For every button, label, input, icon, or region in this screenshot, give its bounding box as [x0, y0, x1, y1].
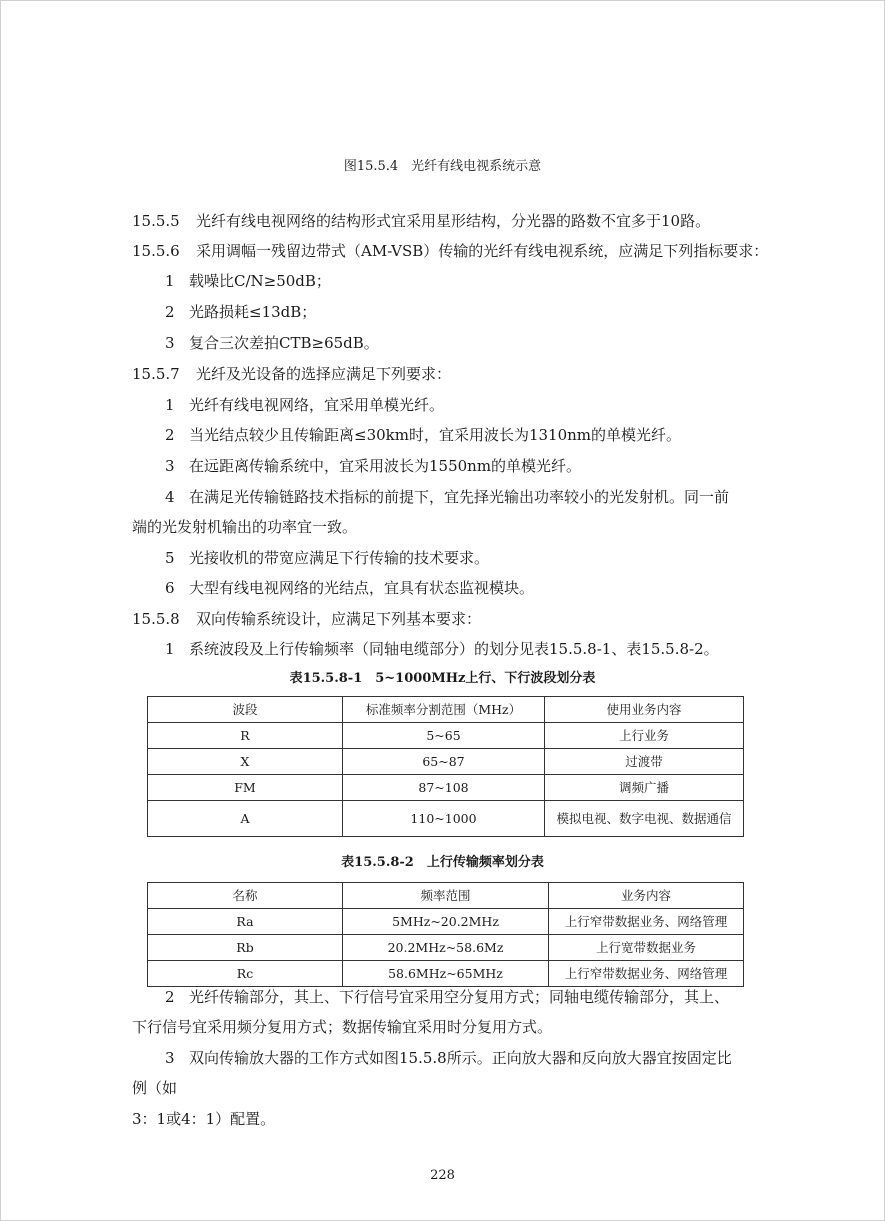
- table-cell: Ra: [148, 909, 343, 935]
- item-number: 2: [165, 303, 175, 321]
- section-number: 15.5.7: [132, 365, 180, 383]
- item-text: 系统波段及上行传输频率（同轴电缆部分）的划分见表15.5.8-1、表15.5.8-2。: [189, 640, 719, 658]
- table-cell: A: [148, 801, 343, 837]
- table-header-cell: 业务内容: [549, 883, 744, 909]
- table-cell: 模拟电视、数字电视、数据通信: [545, 801, 744, 837]
- table-row: [148, 801, 744, 837]
- table-cell: 5~65: [343, 723, 545, 749]
- item-text: 光纤传输部分，其上、下行信号宜采用空分复用方式；同轴电缆传输部分，其上、: [189, 988, 730, 1006]
- item-number: 2: [165, 988, 175, 1006]
- table-header-row: [148, 697, 744, 723]
- item-text: 载噪比C/N≥50dB；: [189, 272, 331, 290]
- list-item: [165, 271, 331, 291]
- item-text: 在远距离传输系统中，宜采用波长为1550nm的单模光纤。: [189, 457, 582, 475]
- item-text: 当光结点较少且传输距离≤30km时，宜采用波长为1310nm的单模光纤。: [189, 426, 682, 444]
- table-header-cell: 波段: [148, 697, 343, 723]
- list-item: [165, 548, 489, 568]
- list-item-continuation: 例（如: [132, 1079, 178, 1097]
- item-number: 3: [165, 457, 175, 475]
- item-number: 3: [165, 334, 175, 352]
- section-text: 光纤有线电视网络的结构形式宜采用星形结构，分光器的路数不宜多于10路。: [196, 212, 711, 230]
- table-row: [148, 723, 744, 749]
- section-15-5-8: [132, 609, 481, 629]
- list-item: [165, 456, 581, 476]
- section-number: 15.5.5: [132, 212, 180, 230]
- table-header-cell: 使用业务内容: [545, 697, 744, 723]
- table-cell: 上行业务: [545, 723, 744, 749]
- table-cell: Rc: [148, 961, 343, 987]
- item-number: 6: [165, 579, 175, 597]
- table2-caption: 表15.5.8-2 上行传输频率划分表: [341, 855, 544, 870]
- table-cell: FM: [148, 775, 343, 801]
- section-text: 双向传输系统设计，应满足下列基本要求：: [196, 610, 482, 628]
- section-15-5-5: [132, 211, 710, 231]
- page-number: 228: [430, 1168, 455, 1183]
- item-text: 双向传输放大器的工作方式如图15.5.8所示。正向放大器和反向放大器宜按固定比: [189, 1049, 732, 1067]
- item-number: 1: [165, 640, 175, 658]
- table-cell: 20.2MHz~58.6Mz: [343, 935, 549, 961]
- item-text: 在满足光传输链路技术指标的前提下，宜先择光输出功率较小的光发射机。同一前: [189, 488, 730, 506]
- section-15-5-7: [132, 364, 451, 384]
- list-item: [165, 1048, 732, 1068]
- table-cell: 上行宽带数据业务: [549, 935, 744, 961]
- table-row: [148, 749, 744, 775]
- table-cell: 110~1000: [343, 801, 545, 837]
- table-cell: 调频广播: [545, 775, 744, 801]
- section-text: 光纤及光设备的选择应满足下列要求：: [196, 365, 452, 383]
- table-cell: R: [148, 723, 343, 749]
- section-number: 15.5.8: [132, 610, 180, 628]
- item-text: 大型有线电视网络的光结点，宜具有状态监视模块。: [189, 579, 535, 597]
- item-text: 光纤有线电视网络，宜采用单模光纤。: [189, 396, 445, 414]
- item-text: 光路损耗≤13dB；: [189, 303, 317, 321]
- figure-caption: 图15.5.4 光纤有线电视系统示意: [343, 159, 542, 174]
- list-item: [165, 302, 316, 322]
- table-cell: 上行窄带数据业务、网络管理: [549, 909, 744, 935]
- item-number: 5: [165, 549, 175, 567]
- list-item: [165, 578, 534, 598]
- list-item-continuation: 下行信号宜采用频分复用方式；数据传输宜采用时分复用方式。: [132, 1018, 553, 1036]
- list-item: [165, 333, 379, 353]
- table-header-cell: 标准频率分割范围（MHz）: [343, 697, 545, 723]
- list-item: [165, 639, 719, 659]
- item-number: 1: [165, 272, 175, 290]
- table-cell: X: [148, 749, 343, 775]
- list-item-continuation: 3：1或4：1）配置。: [132, 1110, 276, 1128]
- item-number: 3: [165, 1049, 175, 1067]
- table-cell: 87~108: [343, 775, 545, 801]
- table-row: [148, 961, 744, 987]
- section-15-5-6: [132, 241, 768, 261]
- table-cell: 58.6MHz~65MHz: [343, 961, 549, 987]
- band-allocation-table: [147, 696, 744, 837]
- table-header-row: [148, 883, 744, 909]
- list-item: [165, 487, 729, 507]
- section-number: 15.5.6: [132, 242, 180, 260]
- table-header-cell: 频率范围: [343, 883, 549, 909]
- table-row: [148, 775, 744, 801]
- list-item-continuation: 端的光发射机输出的功率宜一致。: [132, 518, 358, 536]
- item-number: 4: [165, 488, 175, 506]
- table-cell: 过渡带: [545, 749, 744, 775]
- item-number: 2: [165, 426, 175, 444]
- table1-caption: 表15.5.8-1 5~1000MHz上行、下行波段划分表: [289, 671, 596, 686]
- table-header-cell: 名称: [148, 883, 343, 909]
- table-cell: 上行窄带数据业务、网络管理: [549, 961, 744, 987]
- upstream-frequency-table: [147, 882, 744, 987]
- table-cell: 5MHz~20.2MHz: [343, 909, 549, 935]
- table-row: [148, 935, 744, 961]
- item-text: 光接收机的带宽应满足下行传输的技术要求。: [189, 549, 490, 567]
- list-item: [165, 987, 729, 1007]
- list-item: [165, 425, 681, 445]
- table-cell: 65~87: [343, 749, 545, 775]
- item-text: 复合三次差拍CTB≥65dB。: [189, 334, 379, 352]
- section-text: 采用调幅一残留边带式（AM-VSB）传输的光纤有线电视系统，应满足下列指标要求：: [196, 242, 769, 260]
- list-item: [165, 395, 444, 415]
- table-row: [148, 909, 744, 935]
- table-cell: Rb: [148, 935, 343, 961]
- item-number: 1: [165, 396, 175, 414]
